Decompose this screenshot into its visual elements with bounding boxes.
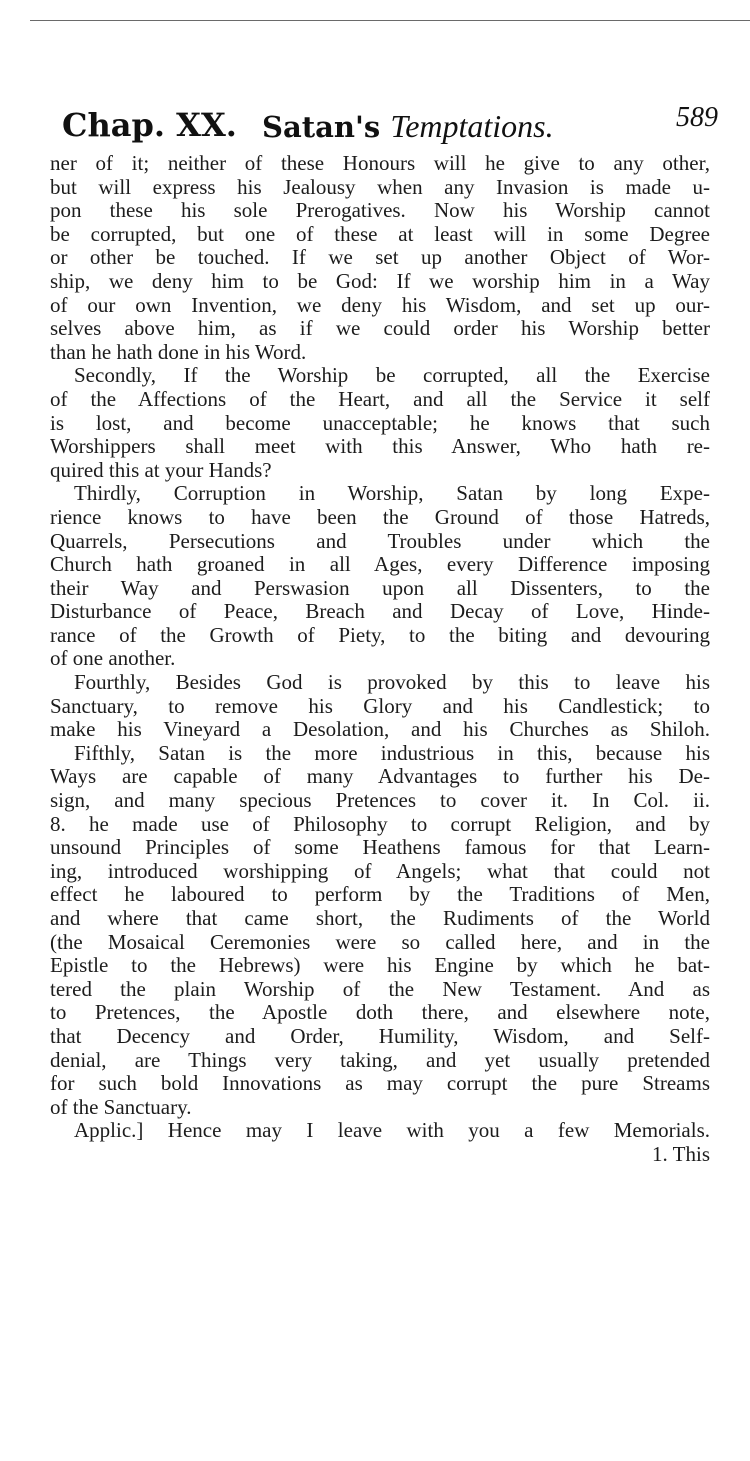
text-line: Quarrels, Persecutions and Troubles under which the — [50, 529, 710, 553]
top-rule — [30, 20, 750, 21]
text-line: Church hath groaned in all Ages, every Difference imposing — [50, 553, 710, 577]
text-line: of one another. — [50, 647, 176, 671]
page-number: 589 — [676, 102, 718, 133]
text-line: Applic.] Hence may I leave with you a few Memorials. — [74, 1119, 710, 1143]
text-line: of the Sanctuary. — [50, 1095, 192, 1119]
running-title-b: Temptations. — [390, 108, 554, 144]
text-line: quired this at your Hands? — [50, 458, 272, 482]
text-line: (the Mosaical Ceremonies were so called here, and in the — [50, 930, 710, 954]
text-line: to Pretences, the Apostle doth there, and elsewhere note, — [50, 1001, 710, 1025]
page-body — [50, 152, 710, 1167]
text-line: be corrupted, but one of these at least will in some Degree — [50, 222, 710, 246]
text-line: Ways are capable of many Advantages to further his De- — [50, 765, 710, 789]
text-line: Worshippers shall meet with this Answer, Who hath re- — [50, 435, 710, 459]
text-line: Thirdly, Corruption in Worship, Satan by long Expe- — [74, 482, 710, 506]
running-title — [262, 108, 554, 145]
text-line: denial, are Things very taking, and yet usually pretended — [50, 1048, 710, 1072]
text-line: pon these his sole Prerogatives. Now his Worship cannot — [50, 199, 710, 223]
text-line: unsound Principles of some Heathens famous for that Learn- — [50, 836, 710, 860]
text-line: and where that came short, the Rudiments of the World — [50, 907, 710, 930]
text-line: make his Vineyard a Desolation, and his Churches as Shiloh. — [50, 718, 710, 742]
text-line: effect he laboured to perform by the Traditions of Men, — [50, 883, 710, 907]
text-line: of the Affections of the Heart, and all the Service it self — [50, 387, 710, 411]
text-line: is lost, and become unacceptable; he knows that such — [50, 411, 710, 435]
text-line: than he hath done in his Word. — [50, 340, 307, 364]
text-line: Fourthly, Besides God is provoked by this to leave his — [74, 671, 710, 695]
text-line: 8. he made use of Philosophy to corrupt Religion, and by — [50, 812, 710, 836]
text-line: their Way and Perswasion upon all Dissenters, to the — [50, 576, 710, 600]
text-line: ing, introduced worshipping of Angels; what that could not — [50, 859, 710, 883]
chapter-label: Chap. XX. — [62, 106, 237, 144]
text-line: that Decency and Order, Humility, Wisdom, and Self- — [50, 1024, 710, 1048]
text-line: Fifthly, Satan is the more industrious in this, because his — [74, 741, 710, 765]
running-title-a: Satan's — [262, 110, 381, 144]
text-line: for such bold Innovations as may corrupt the pure Streams — [50, 1072, 710, 1096]
text-line: Disturbance of Peace, Breach and Decay of Love, Hinde- — [50, 600, 710, 624]
text-line: ship, we deny him to be God: If we worship him in a Way — [50, 269, 710, 293]
text-line: Secondly, If the Worship be corrupted, all the Exercise — [74, 364, 710, 388]
text-line: Sanctuary, to remove his Glory and his Candlestick; to — [50, 694, 710, 718]
text-line: but will express his Jealousy when any Invasion is made u- — [50, 175, 710, 199]
text-line: sign, and many specious Pretences to cover it. In Col. ii. — [50, 789, 710, 813]
running-header — [62, 102, 718, 146]
text-line: of our own Invention, we deny his Wisdom, and set up our- — [50, 293, 710, 317]
text-line: Epistle to the Hebrews) were his Engine by which he bat- — [50, 954, 710, 978]
text-line: tered the plain Worship of the New Testament. And as — [50, 977, 710, 1001]
text-line: rance of the Growth of Piety, to the biting and devouring — [50, 623, 710, 647]
text-line: or other be touched. If we set up another Object of Wor- — [50, 246, 710, 270]
text-line: ner of it; neither of these Honours will he give to any other, — [50, 152, 710, 175]
catchword: 1. This — [652, 1142, 710, 1166]
text-line: rience knows to have been the Ground of those Hatreds, — [50, 505, 710, 529]
text-line: selves above him, as if we could order his Worship better — [50, 317, 710, 341]
